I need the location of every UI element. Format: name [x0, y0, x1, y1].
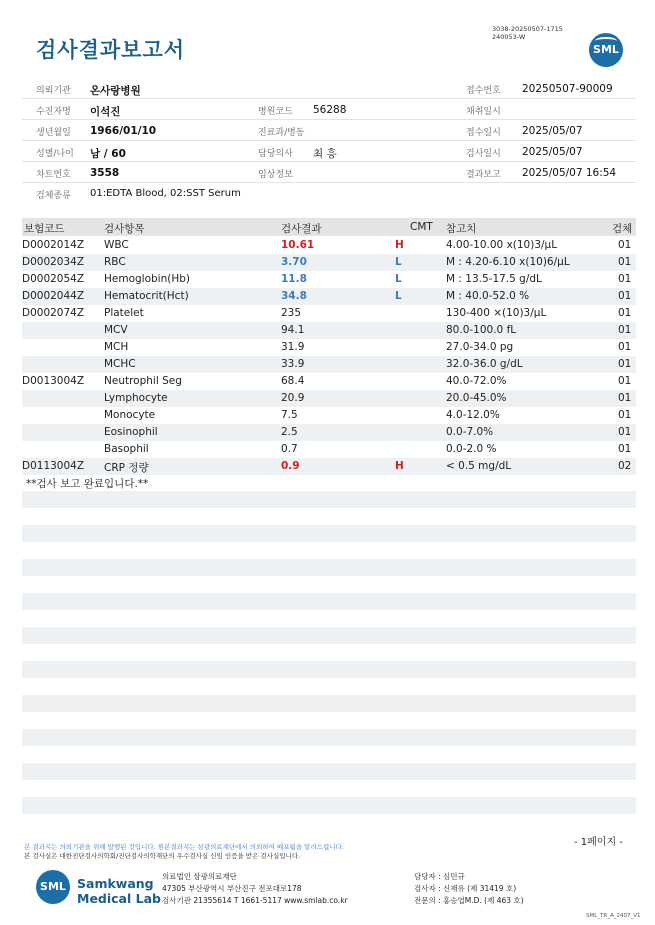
exam-date-label: 검사일시 [466, 149, 501, 159]
table-row [22, 237, 636, 254]
row-item: Neutrophil Seg [104, 375, 182, 387]
row-specimen: 01 [618, 256, 632, 268]
footer-brand-line2: Medical Lab [77, 891, 161, 906]
row-item: Hematocrit(Hct) [104, 290, 189, 302]
hospital-value: 온사랑병원 [90, 85, 141, 97]
table-row [22, 373, 636, 390]
col-item: 검사항목 [104, 223, 145, 235]
row-code: D0113004Z [22, 460, 85, 472]
row-result: 7.5 [281, 409, 298, 421]
row-specimen: 01 [618, 290, 632, 302]
completion-note: **검사 보고 완료입니다.** [26, 478, 149, 490]
header-row-patient [22, 99, 636, 120]
row-code: D0013004Z [22, 375, 85, 387]
header-row-chart [22, 162, 636, 183]
row-result: 31.9 [281, 341, 305, 353]
row-ref: 20.0-45.0% [446, 392, 507, 404]
col-ref: 참고치 [446, 223, 477, 235]
row-specimen: 01 [618, 239, 632, 251]
document-id [492, 25, 563, 41]
empty-stripe [22, 559, 636, 576]
row-result: 94.1 [281, 324, 305, 336]
row-code: D0002074Z [22, 307, 85, 319]
table-row [22, 271, 636, 288]
empty-stripe [22, 627, 636, 644]
row-specimen: 01 [618, 426, 632, 438]
col-specimen: 검체 [612, 223, 633, 235]
row-flag: L [395, 290, 402, 302]
table-row [22, 441, 636, 458]
empty-stripe [22, 661, 636, 678]
row-item: RBC [104, 256, 126, 268]
row-result: 34.8 [281, 290, 307, 302]
hospital-label: 의뢰기관 [36, 86, 71, 96]
hospital-code-label: 병원코드 [258, 107, 293, 117]
row-flag: H [395, 460, 404, 472]
sml-logo-icon: SML [589, 33, 623, 67]
chart-value: 3558 [90, 167, 120, 179]
specimen-value: 01:EDTA Blood, 02:SST Serum [90, 188, 241, 199]
empty-stripe [22, 593, 636, 610]
page-number: - 1페이지 - [574, 837, 623, 848]
row-result: 33.9 [281, 358, 305, 370]
row-specimen: 01 [618, 409, 632, 421]
header-row-birth [22, 120, 636, 141]
row-result: 20.9 [281, 392, 305, 404]
table-row [22, 339, 636, 356]
footer-brand-line1: Samkwang [77, 876, 154, 891]
row-ref: 4.0-12.0% [446, 409, 500, 421]
table-row [22, 288, 636, 305]
patient-value: 이석진 [90, 106, 121, 118]
receipt-date-value: 2025/05/07 [522, 125, 583, 137]
row-specimen: 01 [618, 273, 632, 285]
document-id-line1: 3038-20250507-1715 [492, 25, 563, 33]
empty-stripe [22, 797, 636, 814]
row-flag: L [395, 256, 402, 268]
row-item: Eosinophil [104, 426, 158, 438]
sex-age-value: 남 / 60 [90, 148, 126, 160]
form-code: SML_TR_A_2407_V1 [586, 913, 641, 919]
empty-stripe [22, 763, 636, 780]
result-report-value: 2025/05/07 16:54 [522, 167, 617, 179]
table-row [22, 254, 636, 271]
row-item: WBC [104, 239, 129, 251]
footer-staff-info [414, 871, 524, 907]
footer-staff-1: 담당자 : 심민규 [414, 872, 465, 881]
receipt-no-label: 접수번호 [466, 86, 501, 96]
report-title: 검사결과보고서 [36, 38, 186, 62]
row-ref: 0.0-7.0% [446, 426, 494, 438]
row-ref: M : 40.0-52.0 % [446, 290, 530, 302]
footer-org-info [162, 871, 348, 907]
row-code: D0002054Z [22, 273, 85, 285]
receipt-date-label: 접수일시 [466, 128, 501, 138]
row-item: MCHC [104, 358, 136, 370]
footer-org: 의료법인 삼광의료재단 [162, 872, 237, 881]
row-ref: 130-400 ×(10)3/μL [446, 307, 547, 319]
clinical-label: 임상정보 [258, 170, 293, 180]
footer-sml-logo-icon: SML [36, 870, 70, 904]
row-result: 0.9 [281, 460, 300, 472]
row-ref: 80.0-100.0 fL [446, 324, 517, 336]
row-ref: 32.0-36.0 g/dL [446, 358, 523, 370]
table-row [22, 390, 636, 407]
receipt-no-value: 20250507-90009 [522, 83, 613, 95]
empty-stripe [22, 695, 636, 712]
dept-label: 진료과/병동 [258, 128, 305, 138]
header-row-sex [22, 141, 636, 162]
row-ref: M : 4.20-6.10 x(10)6/μL [446, 256, 570, 268]
doctor-value: 최 흥 [313, 148, 337, 160]
footer-staff-2: 검사자 : 신재유 (제 31419 호) [414, 884, 517, 893]
row-ref: 27.0-34.0 pg [446, 341, 514, 353]
birth-label: 생년월일 [36, 128, 71, 138]
row-code: D0002044Z [22, 290, 85, 302]
row-specimen: 01 [618, 392, 632, 404]
row-specimen: 01 [618, 443, 632, 455]
collect-label: 채취일시 [466, 107, 501, 117]
row-specimen: 01 [618, 375, 632, 387]
row-flag: L [395, 273, 402, 285]
col-result: 검사결과 [281, 223, 322, 235]
notice-line-1: 본 결과지는 의뢰기관을 위해 발행된 것입니다. 원본결과지는 삼광의료재단에서 의뢰하여 배포됨을 알려드립니다. [24, 843, 344, 851]
row-item: MCV [104, 324, 128, 336]
document-id-line2: 240053-W [492, 33, 526, 41]
table-row [22, 424, 636, 441]
header-row-hospital [22, 78, 636, 99]
patient-label: 수진자명 [36, 107, 71, 117]
notice-line-2: 본 검사실은 대한진단검사의학회/진단검사의학재단의 우수검사실 신임 인증을 받은 검사실입니다. [24, 852, 301, 860]
row-result: 235 [281, 307, 302, 319]
col-cmt: CMT [410, 221, 433, 233]
col-code: 보험코드 [24, 223, 65, 235]
row-ref: 0.0-2.0 % [446, 443, 497, 455]
table-row [22, 356, 636, 373]
hospital-code-value: 56288 [313, 104, 347, 116]
table-row [22, 322, 636, 339]
row-specimen: 01 [618, 341, 632, 353]
empty-stripe [22, 491, 636, 508]
row-item: Basophil [104, 443, 149, 455]
row-code: D0002014Z [22, 239, 85, 251]
doctor-label: 담당의사 [258, 149, 293, 159]
row-item: CRP 정량 [104, 462, 149, 474]
result-report-label: 결과보고 [466, 170, 501, 180]
row-specimen: 01 [618, 358, 632, 370]
row-item: Lymphocyte [104, 392, 168, 404]
row-ref: M : 13.5-17.5 g/dL [446, 273, 542, 285]
table-row [22, 407, 636, 424]
row-code: D0002034Z [22, 256, 85, 268]
row-item: Hemoglobin(Hb) [104, 273, 191, 285]
row-item: Monocyte [104, 409, 156, 421]
empty-stripe [22, 729, 636, 746]
footer-contact: 검사기관 21355614 T 1661-5117 www.smlab.co.kr [162, 896, 348, 905]
row-flag: H [395, 239, 404, 251]
row-item: MCH [104, 341, 129, 353]
footer-staff-3: 전문의 : 홍승엽M.D. (제 463 호) [414, 896, 524, 905]
row-specimen: 01 [618, 324, 632, 336]
row-result: 3.70 [281, 256, 307, 268]
exam-date-value: 2025/05/07 [522, 146, 583, 158]
row-result: 11.8 [281, 273, 307, 285]
sex-age-label: 성별/나이 [36, 149, 74, 159]
row-ref: < 0.5 mg/dL [446, 460, 512, 472]
row-result: 68.4 [281, 375, 305, 387]
table-row [22, 305, 636, 322]
chart-label: 차트번호 [36, 170, 71, 180]
results-table-header [22, 218, 636, 236]
row-result: 0.7 [281, 443, 298, 455]
footer-brand [77, 876, 161, 906]
header-row-specimen [22, 183, 636, 204]
row-result: 10.61 [281, 239, 315, 251]
row-ref: 4.00-10.00 x(10)3/μL [446, 239, 558, 251]
birth-value: 1966/01/10 [90, 125, 157, 137]
empty-stripe [22, 525, 636, 542]
table-row [22, 458, 636, 475]
footer-address: 47305 부산광역시 부산진구 전포대로178 [162, 884, 302, 893]
row-item: Platelet [104, 307, 144, 319]
specimen-label: 검체종류 [36, 191, 71, 201]
row-specimen: 02 [618, 460, 632, 472]
row-specimen: 01 [618, 307, 632, 319]
row-result: 2.5 [281, 426, 298, 438]
row-ref: 40.0-72.0% [446, 375, 507, 387]
